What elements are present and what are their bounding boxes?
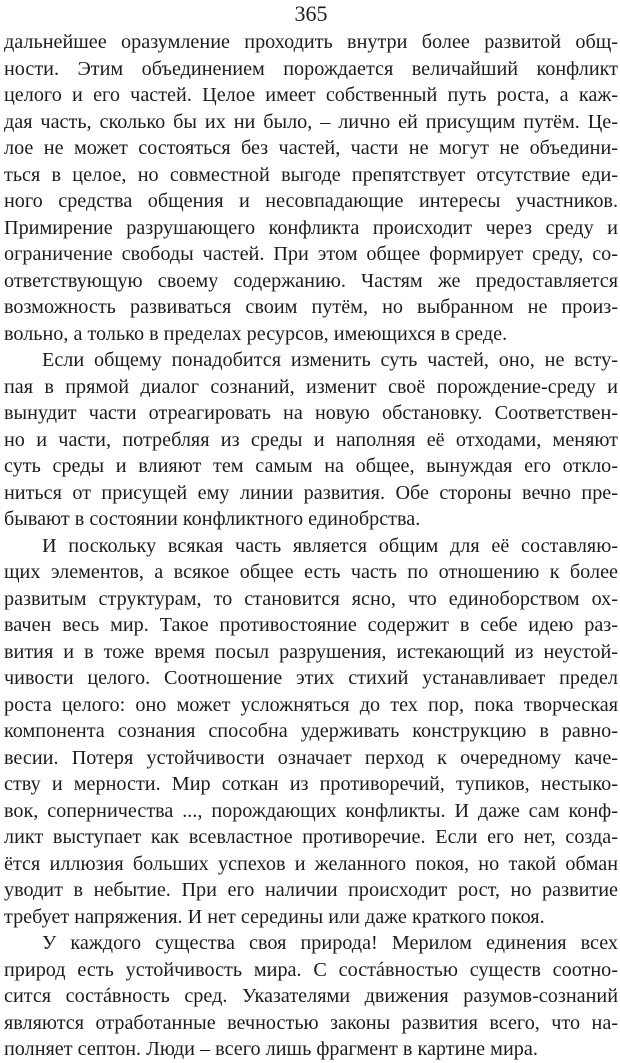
text-line: суть среды и влияют тем самым на общее, вынуждая его откло- — [4, 455, 618, 477]
paragraph — [4, 930, 618, 1063]
text-line: являются отработанные вечностью законы развития всего, что на- — [4, 1011, 618, 1034]
text-line: Если общему понадобится изменить суть частей, оно, не всту- — [42, 349, 618, 371]
body-text — [4, 29, 618, 1063]
text-line: Примирение разрушающего конфликта происходит через среду и — [4, 216, 618, 239]
text-line: развитым структурам, то становится ясно, что единоборством ох- — [4, 587, 618, 610]
text-line: ликт выступает как всевластное противоречие. Если его нет, созда- — [4, 826, 618, 848]
text-line: но и части, потребляя из среды и наполняя её отходами, меняют — [4, 428, 618, 451]
text-line: ности. Этим объединением порождается величайший конфликт — [4, 57, 618, 80]
text-line: сится состáвность сред. Указателями движения разумов-сознаний — [4, 985, 618, 1007]
text-line: щих элементов, а всякое общее есть часть по отношению к более — [4, 561, 618, 583]
text-line: ётся иллюзия больших успехов и желанного покоя, но такой обман — [4, 852, 618, 875]
text-line: возможность развиваться своим путём, но выбранном не произ- — [4, 296, 618, 318]
text-line: дальнейшее оразумление проходить внутри более развитой общ- — [4, 31, 618, 53]
text-line: роста целого: оно может усложняться до тех пор, пока творческая — [4, 693, 618, 716]
text-line: требует напряжения. И нет середины или даже краткого покоя. — [4, 905, 545, 928]
text-line: вития и в тоже время посыл разрушения, истекающий из неустой- — [4, 640, 618, 663]
text-line: целого и его частей. Целое имеет собственный путь роста, а каж- — [4, 84, 618, 106]
text-line: ться в целое, но совместной выгоде препятствует отсутствие еди- — [4, 163, 618, 186]
text-line: бывают в состоянии конфликтного единобрства. — [4, 508, 421, 530]
text-line: ного средства общения и несовпадающие интересы участников. — [4, 190, 618, 212]
paragraph — [4, 533, 618, 931]
text-line: вачен весь мир. Такое противостояние содержит в себе идею раз- — [4, 614, 618, 636]
text-line: дая часть, сколько бы их ни было, – лично ей присущим путём. Це- — [4, 110, 618, 133]
text-line: природ есть устойчивость мира. С состáвностью существ соотно- — [4, 958, 618, 981]
text-line: ниться от присущей ему линии развития. Обе стороны вечно пре- — [4, 481, 618, 504]
text-line: И поскольку всякая часть является общим для её составляю- — [42, 534, 618, 557]
text-line: лое не может состояться без частей, части не могут не объедини- — [4, 137, 618, 159]
text-line: У каждого существа своя природа! Мерилом единения всех — [42, 932, 618, 954]
text-line: пая в прямой диалог сознаний, изменит своё порождение-среду и — [4, 375, 618, 398]
text-line: ству и мерности. Мир соткан из противоречий, тупиков, нестыко- — [4, 773, 618, 795]
text-line: ответствующую своему содержанию. Частям же предоставляется — [4, 269, 618, 292]
text-line: чивости целого. Соотношение этих стихий устанавливает предел — [4, 667, 618, 689]
text-line: компонента сознания способна удерживать конструкцию в равно- — [4, 720, 618, 742]
paragraph — [4, 29, 618, 347]
text-line: вынудит части отреагировать на новую обстановку. Соответствен- — [4, 402, 618, 424]
text-line: уводит в небытие. При его наличии происходит рост, но развитие — [4, 879, 618, 901]
page-number: 365 — [294, 1, 328, 26]
text-line: вок, соперничества ..., порождающих конфликты. И даже сам конф- — [4, 799, 618, 822]
paragraph — [4, 347, 618, 533]
text-line: полняет септон. Люди – всего лишь фрагмент в картине мира. — [4, 1038, 538, 1060]
text-line: ограничение свободы частей. При этом общее формирует среду, со- — [4, 243, 618, 265]
text-line: весии. Потеря устойчивости означает перход к очередному каче- — [4, 746, 618, 769]
text-line: вольно, а только в пределах ресурсов, имеющихся в среде. — [4, 322, 508, 345]
